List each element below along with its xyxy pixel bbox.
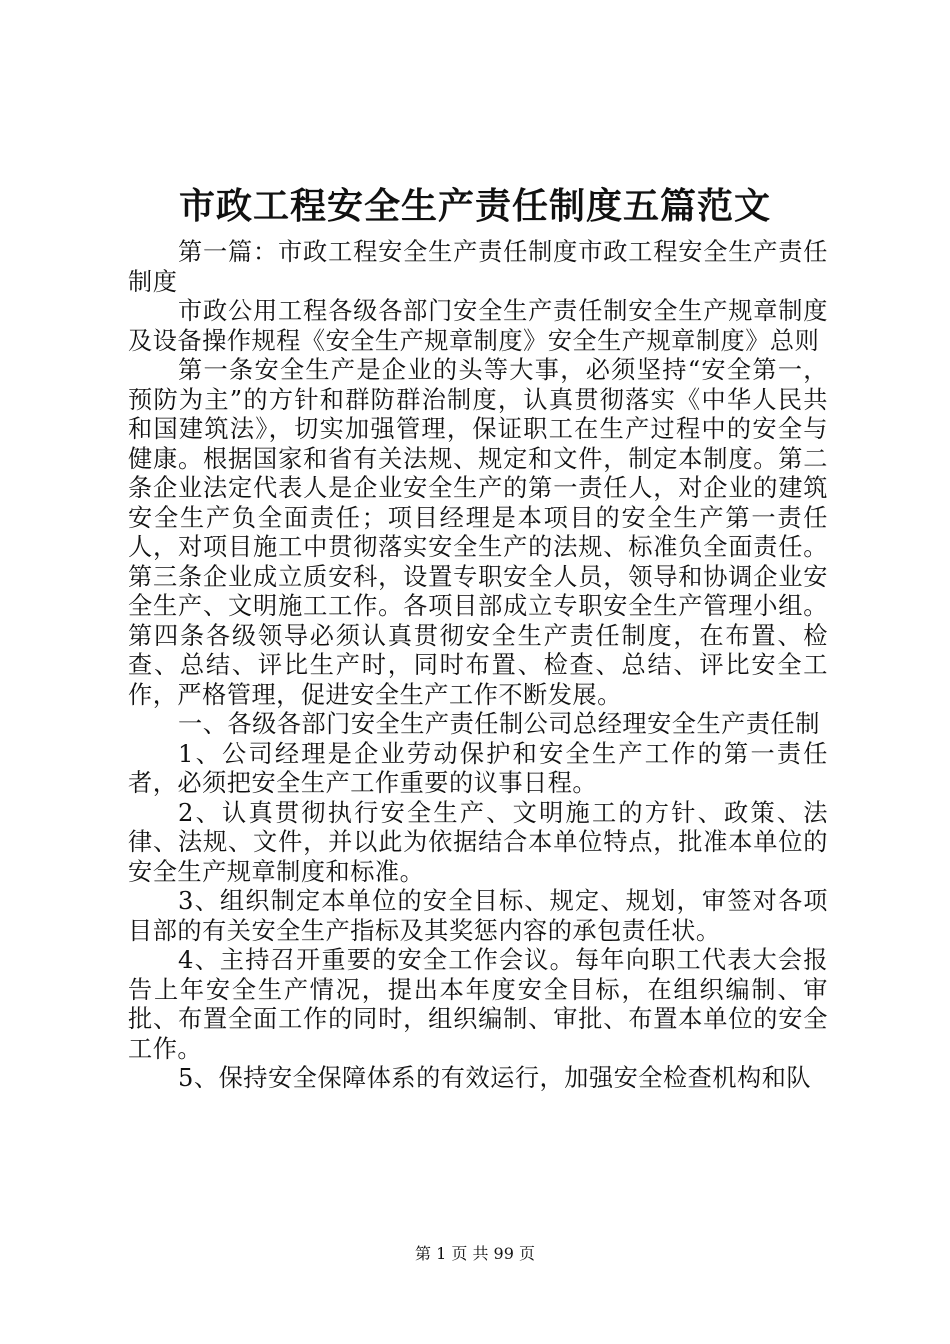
page-number-footer: 第 1 页 共 99 页 (415, 1244, 535, 1263)
paragraph: 2、认真贯彻执行安全生产、文明施工的方针、政策、法律、法规、文件，并以此为依据结合本单位特点，批准本单位的安全生产规章制度和标准。 (128, 798, 828, 886)
paragraph: 5、保持安全保障体系的有效运行，加强安全检查机构和队 (178, 1064, 812, 1092)
document-title: 市政工程安全生产责任制度五篇范文 (178, 185, 771, 227)
paragraph: 一、各级各部门安全生产责任制公司总经理安全生产责任制 (178, 710, 820, 738)
paragraph: 第一条安全生产是企业的头等大事，必须坚持“安全第一，预防为主”的方针和群防群治制度，认真贯彻落实《中华人民共和国建筑法》，切实加强管理，保证职工在生产过程中的安全与健康。根据国家和省有关法规、规定和文件，制定本制度。第二条企业法定代表人是企业安全生产的第一责任人，对企业的建筑安全生产负全面责任；项目经理是本项目的安全生产第一责任人，对项目施工中贯彻落实安全生产的法规、标准负全面责任。第三条企业成立质安科，设置专职安全人员，领导和协调企业安全生产、文明施工工作。各项目部成立专职安全生产管理小组。第四条各级领导必须认真贯彻安全生产责任制度，在布置、检查、总结、评比生产时，同时布置、检查、总结、评比安全工作，严格管理，促进安全生产工作不断发展。 (128, 356, 828, 709)
document-body (128, 238, 828, 1094)
paragraph: 市政公用工程各级各部门安全生产责任制安全生产规章制度及设备操作规程《安全生产规章制度》安全生产规章制度》总则 (128, 297, 828, 355)
paragraph: 1、公司经理是企业劳动保护和安全生产工作的第一责任者，必须把安全生产工作重要的议事日程。 (128, 739, 828, 797)
paragraph: 4、主持召开重要的安全工作会议。每年向职工代表大会报告上年安全生产情况，提出本年度安全目标，在组织编制、审批、布置全面工作的同时，组织编制、审批、布置本单位的安全工作。 (128, 946, 828, 1063)
paragraph: 3、组织制定本单位的安全目标、规定、规划，审签对各项目部的有关安全生产指标及其奖惩内容的承包责任状。 (128, 887, 828, 945)
paragraph: 第一篇：市政工程安全生产责任制度市政工程安全生产责任制度 (128, 238, 828, 296)
